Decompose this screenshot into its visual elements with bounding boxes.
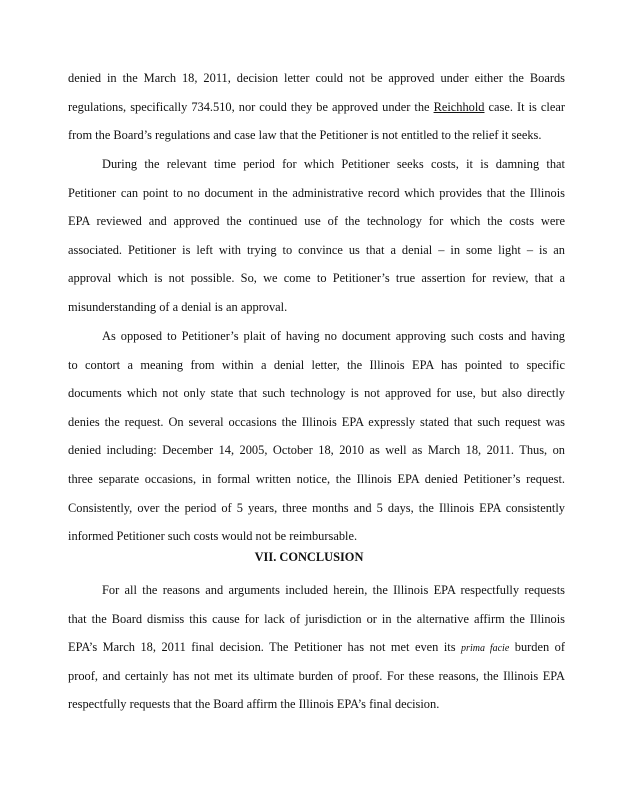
text-line: During the relevant time period for which Petitioner seeks costs, it is damning that [102, 157, 565, 171]
text-line: misunderstanding of a denial is an approval. [68, 299, 288, 314]
text-line: As opposed to Petitioner’s plait of having no document approving such costs and having [102, 329, 565, 343]
text-line: For all the reasons and arguments included herein, the Illinois EPA respectfully requests [102, 583, 565, 597]
text-line: denies the request. On several occasions the Illinois EPA expressly stated that such request was [68, 414, 565, 429]
text-line: Consistently, over the period of 5 years, three months and 5 days, the Illinois EPA consistently [68, 500, 565, 515]
section-heading: VII. CONCLUSION [254, 550, 364, 564]
text-line: denied including: December 14, 2005, October 18, 2010 as well as March 18, 2011. Thus, on [68, 443, 565, 458]
text-line: respectfully requests that the Board affirm the Illinois EPA’s final decision. [68, 697, 440, 712]
case-name: Reichhold [433, 99, 485, 114]
paragraph-4 [68, 576, 565, 719]
text-line: from the Board’s regulations and case law that the Petitioner is not entitled to the relief it seeks. [68, 128, 542, 143]
text-line: approval which is not possible. So, we come to Petitioner’s true assertion for review, that a [68, 271, 565, 286]
text-line: to contort a meaning from within a denial letter, the Illinois EPA has pointed to specific [68, 357, 565, 372]
text-line: EPA’s March 18, 2011 final decision. The Petitioner has not met even its prima facie burden of [68, 640, 565, 655]
paragraph-2 [68, 150, 565, 322]
text-line: associated. Petitioner is left with trying to convince us that a denial – in some light – is an [68, 242, 565, 257]
text-line: regulations, specifically 734.510, nor could they be approved under the Reichhold case. It is clear [68, 99, 565, 114]
text-line: that the Board dismiss this cause for lack of jurisdiction or in the alternative affirm the Illinois [68, 611, 565, 626]
text-line: EPA reviewed and approved the continued use of the technology for which the costs were [68, 214, 565, 229]
paragraph-3 [68, 322, 565, 551]
text-line: denied in the March 18, 2011, decision letter could not be approved under either the Boards [68, 71, 565, 85]
paragraph-1 [68, 64, 565, 150]
latin-phrase: prima facie [461, 643, 510, 655]
text-line: informed Petitioner such costs would not be reimbursable. [68, 529, 358, 544]
text-line: Petitioner can point to no document in the administrative record which provides that the Illinois [68, 185, 565, 200]
text-line: proof, and certainly has not met its ultimate burden of proof. For these reasons, the Illinois EPA [68, 668, 565, 683]
text-line: documents which not only state that such technology is not approved for use, but also directly [68, 386, 565, 401]
text-line: three separate occasions, in formal written notice, the Illinois EPA denied Petitioner’s request. [68, 471, 565, 486]
